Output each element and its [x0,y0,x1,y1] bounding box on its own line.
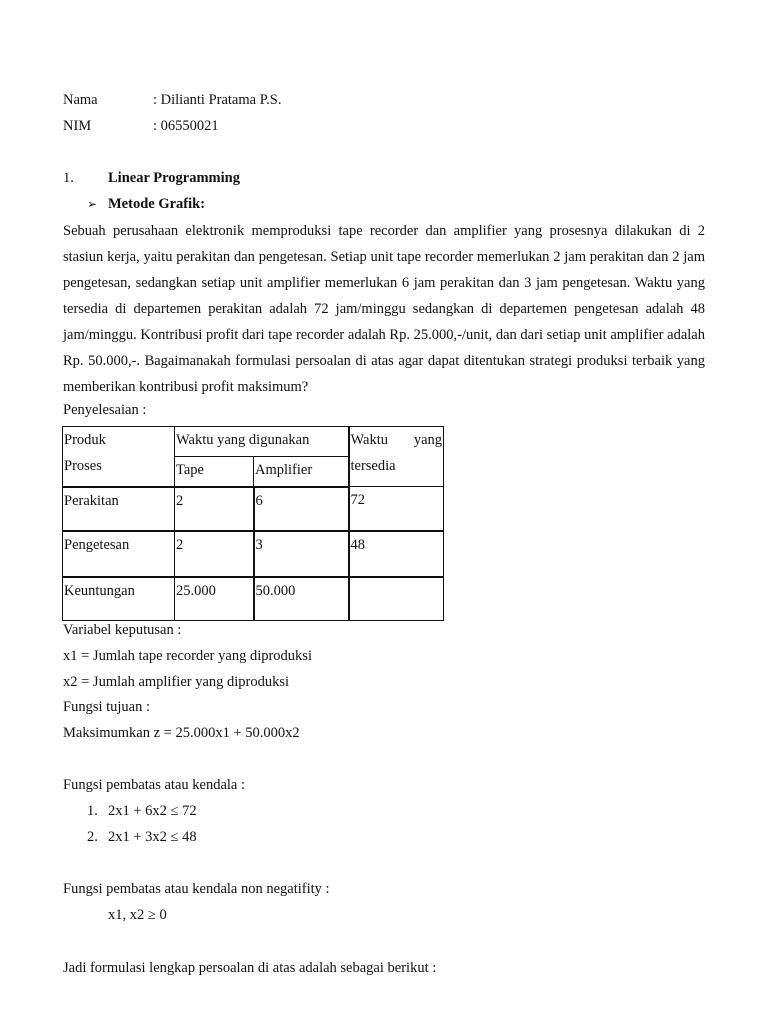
name-value: : Dilianti Pratama P.S. [153,92,282,108]
header-waktu: Waktu [350,432,388,448]
header-produk-proses-cell [63,427,175,487]
row-amplifier: 3 [254,531,349,577]
solution-label: Penyelesaian : [63,402,147,418]
row-available: 48 [349,531,444,577]
problem-paragraph: Sebuah perusahaan elektronik memproduksi tape recorder dan amplifier yang prosesnya dilakukan di 2 stasiun kerja, yaitu perakitan dan pengetesan. Setiap unit tape recorder memerlukan 2 jam perakitan dan 2 jam pengetesan, sedangkan setiap unit amplifier memerlukan 6 jam perakitan dan 3 jam pengetesan. Waktu yang tersedia di departemen perakitan adalah 72 jam/minggu sedangkan di departemen pengetesan adalah 48 jam/minggu. Kontribusi profit dari tape recorder adalah Rp. 25.000,-/unit, dan dari setiap unit amplifier adalah Rp. 50.000,-. Bagaimanakah formulasi persoalan di atas agar dapat ditentukan strategi produksi terbaik yang memberikan kontribusi profit maksimum? [63,223,705,395]
header-produk: Produk [64,432,106,448]
row-tape: 2 [175,531,254,577]
row-amplifier: 6 [254,487,349,531]
arrow-bullet-icon: ➢ [87,197,98,211]
section-title: Linear Programming [108,170,240,186]
nonneg-expression: x1, x2 ≥ 0 [108,907,167,923]
table-row [63,487,444,531]
header-waktu-digunakan: Waktu yang digunakan [175,427,349,457]
row-amplifier: 50.000 [254,577,349,621]
nim-label: NIM [63,118,92,134]
constraint-number: 2. [87,829,98,845]
nim-value: : 06550021 [153,118,219,134]
conclusion-text: Jadi formulasi lengkap persoalan di atas adalah sebagai berikut : [63,960,437,976]
header-yang: yang [413,432,442,448]
section-number: 1. [63,170,74,186]
row-tape: 2 [175,487,254,531]
table-row [63,577,444,621]
row-available [349,577,444,621]
header-tersedia: tersedia [350,458,396,474]
nonneg-label: Fungsi pembatas atau kendala non negatifity : [63,881,330,897]
row-label: Keuntungan [63,577,175,621]
objective-label: Fungsi tujuan : [63,699,151,715]
variable-x2: x2 = Jumlah amplifier yang diproduksi [63,674,290,690]
table-row [63,531,444,577]
header-tape: Tape [175,457,254,487]
objective-expression: Maksimumkan z = 25.000x1 + 50.000x2 [63,725,300,741]
constraints-label: Fungsi pembatas atau kendala : [63,777,246,793]
row-label: Perakitan [63,487,175,531]
name-label: Nama [63,92,98,108]
header-amplifier: Amplifier [254,457,349,487]
row-available: 72 [349,487,444,531]
row-tape: 25.000 [175,577,254,621]
variable-x1: x1 = Jumlah tape recorder yang diproduksi [63,648,312,664]
section-subtitle: Metode Grafik: [108,196,206,212]
constraint-number: 1. [87,803,98,819]
constraint-expression: 2x1 + 3x2 ≤ 48 [108,829,197,845]
constraint-expression: 2x1 + 6x2 ≤ 72 [108,803,197,819]
variables-label: Variabel keputusan : [63,622,182,638]
data-table [62,426,444,621]
header-proses: Proses [64,458,102,474]
header-waktu-tersedia-cell [349,427,444,487]
row-label: Pengetesan [63,531,175,577]
